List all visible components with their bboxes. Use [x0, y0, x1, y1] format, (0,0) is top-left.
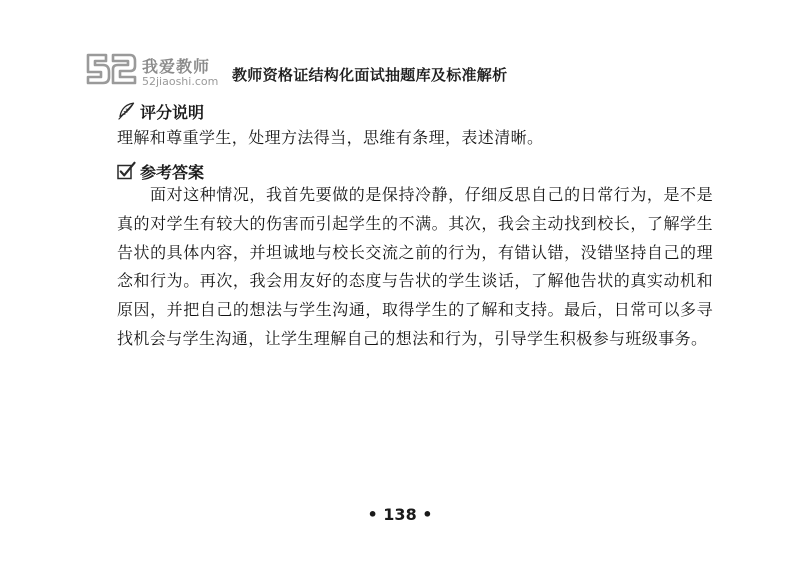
- scoring-paragraph: 理解和尊重学生，处理方法得当，思维有条理，表述清晰。: [117, 128, 544, 147]
- answer-heading-label: 参考答案: [140, 162, 205, 182]
- feather-quill-icon: [116, 101, 136, 121]
- scoring-heading: [116, 100, 204, 122]
- logo-domain-text: 52jiaoshi.com: [142, 75, 219, 88]
- page-number: • 138 •: [367, 505, 433, 524]
- logo-52-mark-icon: [84, 52, 138, 86]
- site-logo: [84, 48, 224, 90]
- answer-paragraph: 面对这种情况，我首先要做的是保持冷静，仔细反思自己的日常行为，是不是真的对学生有较大的伤害而引起学生的不满。其次，我会主动找到校长，了解学生告状的具体内容，并坦诚地与校长交流之前的行为，有错认错，没错坚持自己的理念和行为。再次，我会用友好的态度与告状的学生谈话，了解他告状的真实动机和原因，并把自己的想法与学生沟通，取得学生的了解和支持。最后，日常可以多寻找机会与学生沟通，让学生理解自己的想法和行为，引导学生积极参与班级事务。: [117, 185, 713, 348]
- scoring-heading-label: 评分说明: [140, 102, 205, 122]
- logo-brand-text: 我爱教师: [142, 57, 211, 76]
- running-header-title: 教师资格证结构化面试抽题库及标准解析: [232, 66, 508, 84]
- checkbox-checked-icon: [116, 161, 136, 181]
- answer-heading: [116, 160, 204, 182]
